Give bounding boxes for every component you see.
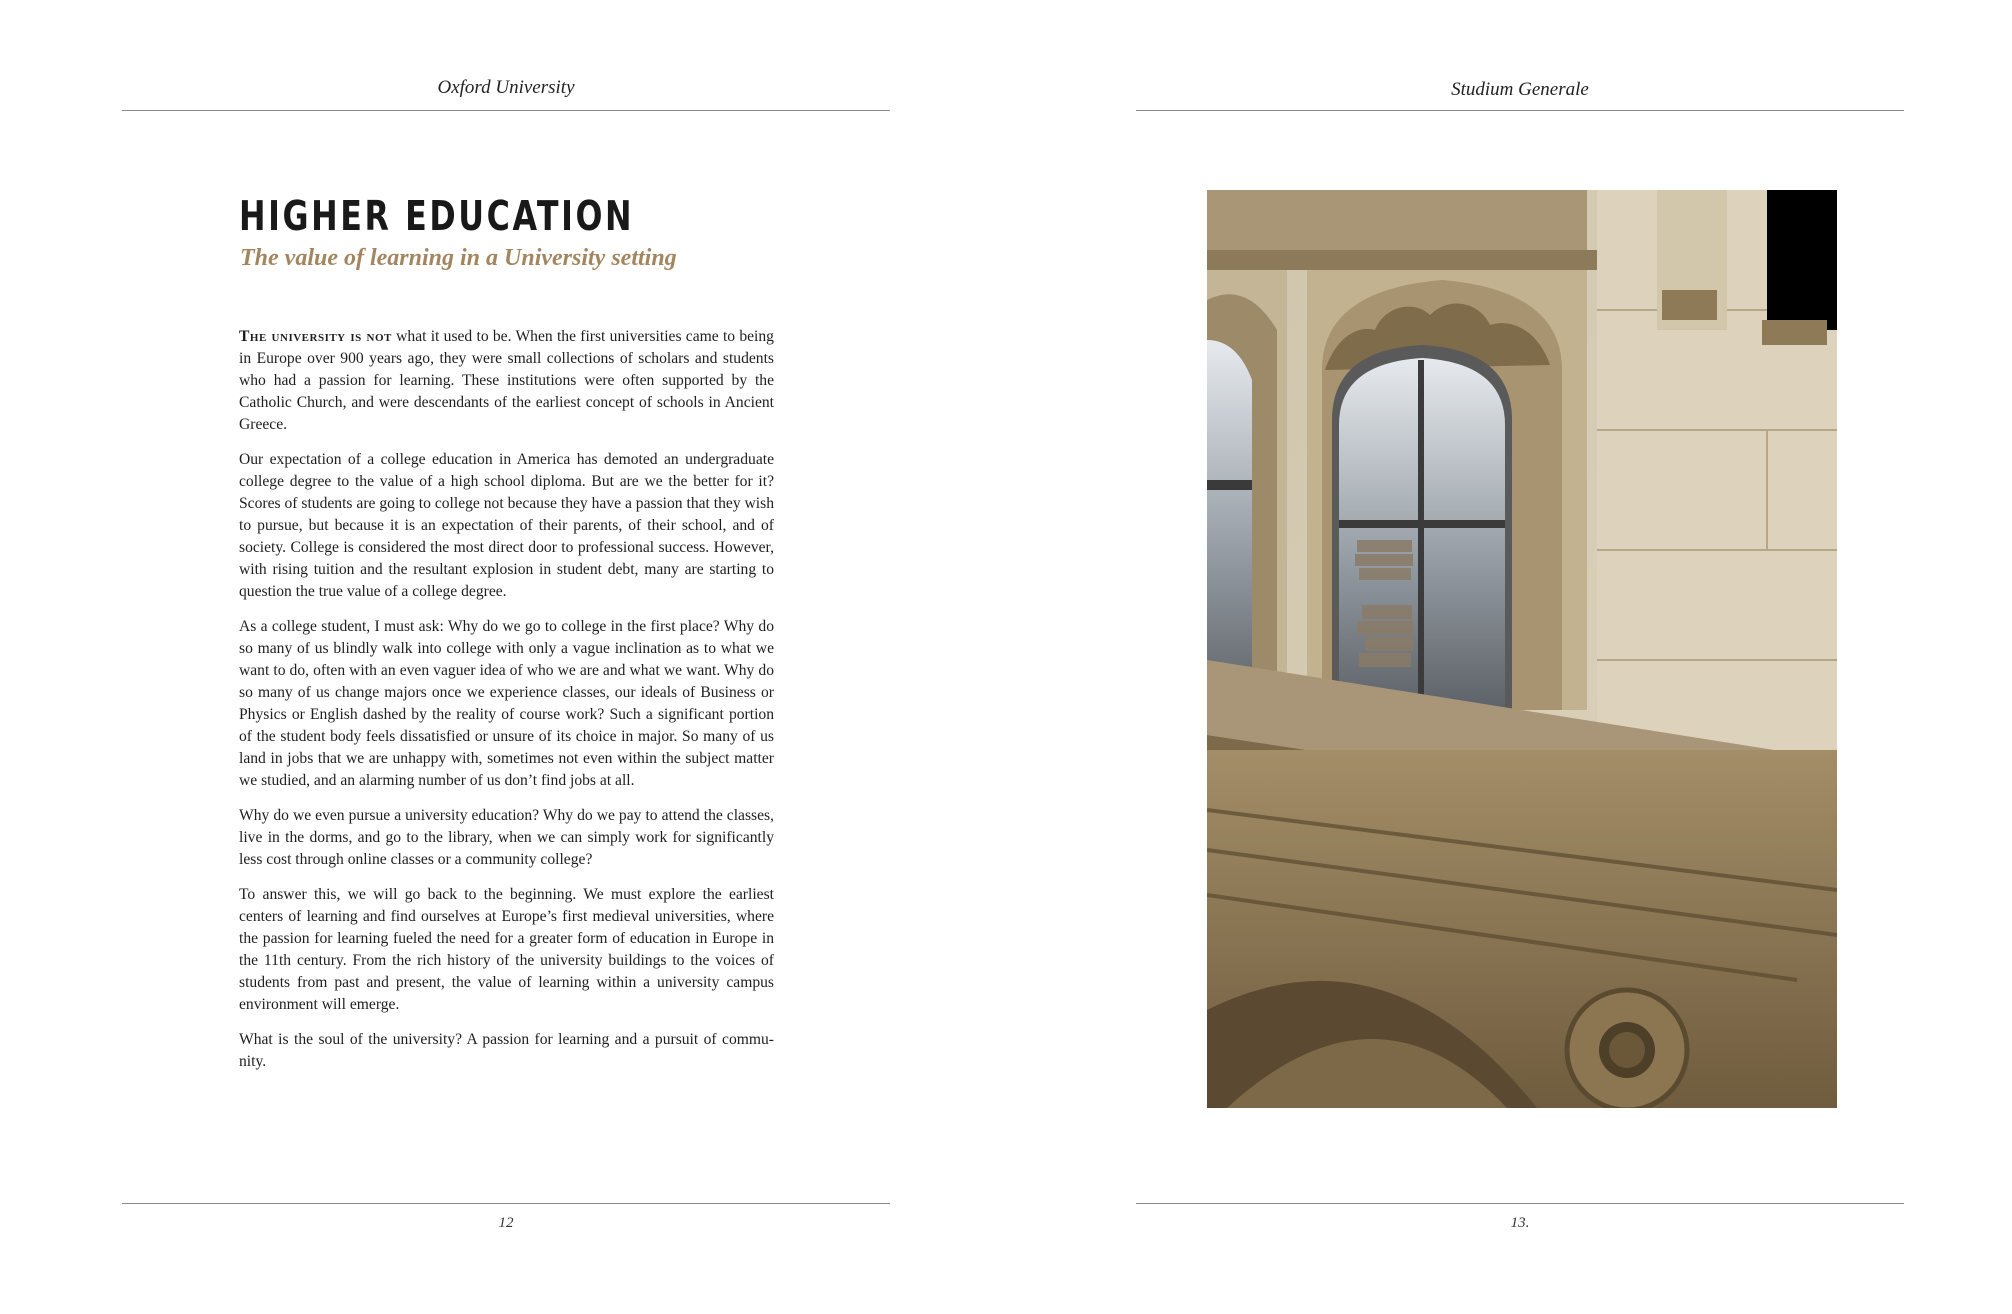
subtitle: The value of learning in a University setting <box>240 245 677 271</box>
headline: HIGHER EDUCATION <box>239 192 635 240</box>
right-page-number: 13. <box>1510 1215 1530 1231</box>
left-footer-rule <box>122 1203 890 1204</box>
left-page-number: 12 <box>498 1215 514 1231</box>
right-running-head: Studium Generale <box>1451 79 1589 100</box>
paragraph: To answer this, we will go back to the beginning. We must explore the earliest centers of learning and find ourselves at Europe’s first medieval universities, where the passion for learning fueled the need for a greater form of education in Europe in the 11th century. From the rich history of the university buildings to the voices of students from past and present, the value of learning within a university campus environment will emerge. <box>239 886 774 1013</box>
paragraph: Why do we even pursue a university education? Why do we pay to attend the classes, live in the dorms, and go to the library, when we can simply work for significantly less cost through online classes or a community college? <box>239 807 774 868</box>
right-header-rule <box>1136 110 1904 111</box>
gothic-window-photo <box>1207 190 1837 1108</box>
left-running-head: Oxford University <box>437 77 575 98</box>
paragraph-text: what it used to be. When the first universities came to being in Europe over 900 years ago, they were small collections of scholars and students who had a passion for learning. These institutions were often supported by the Catholic Church, and were descendants of the earliest concept of schools in Ancient Greece. <box>239 328 774 433</box>
lead-in: The university is not <box>239 328 392 345</box>
paragraph: Our expectation of a college education in America has demoted an undergraduate college degree to the value of a high school diploma. But are we the better for it? Scores of students are going to college not because they have a passion that they wish to pursue, but because it is an expectation of their parents, of their school, and of society. College is considered the most direct door to professional success. However, with rising tuition and the resultant explosion in student debt, many are starting to question the true value of a college degree. <box>239 451 774 600</box>
paragraph <box>239 326 774 436</box>
left-header-rule <box>122 110 890 111</box>
paragraph: As a college student, I must ask: Why do we go to college in the first place? Why do so many of us blindly walk into college with only a vague inclination as to what we want to do, often with an even vaguer idea of who we are and what we want. Why do so many of us change majors once we experience classes, our ideals of Business or Physics or English dashed by the reality of course work? Such a significant portion of the student body feels dissatisfied or unsure of its choice in major. So many of us land in jobs that we are unhappy with, sometimes not even within the subject matter we studied, and an alarming number of us don’t find jobs at all. <box>239 618 774 789</box>
right-footer-rule <box>1136 1203 1904 1204</box>
article-body <box>239 326 774 1086</box>
paragraph: What is the soul of the university? A passion for learning and a pursuit of commu-nity. <box>239 1031 774 1070</box>
